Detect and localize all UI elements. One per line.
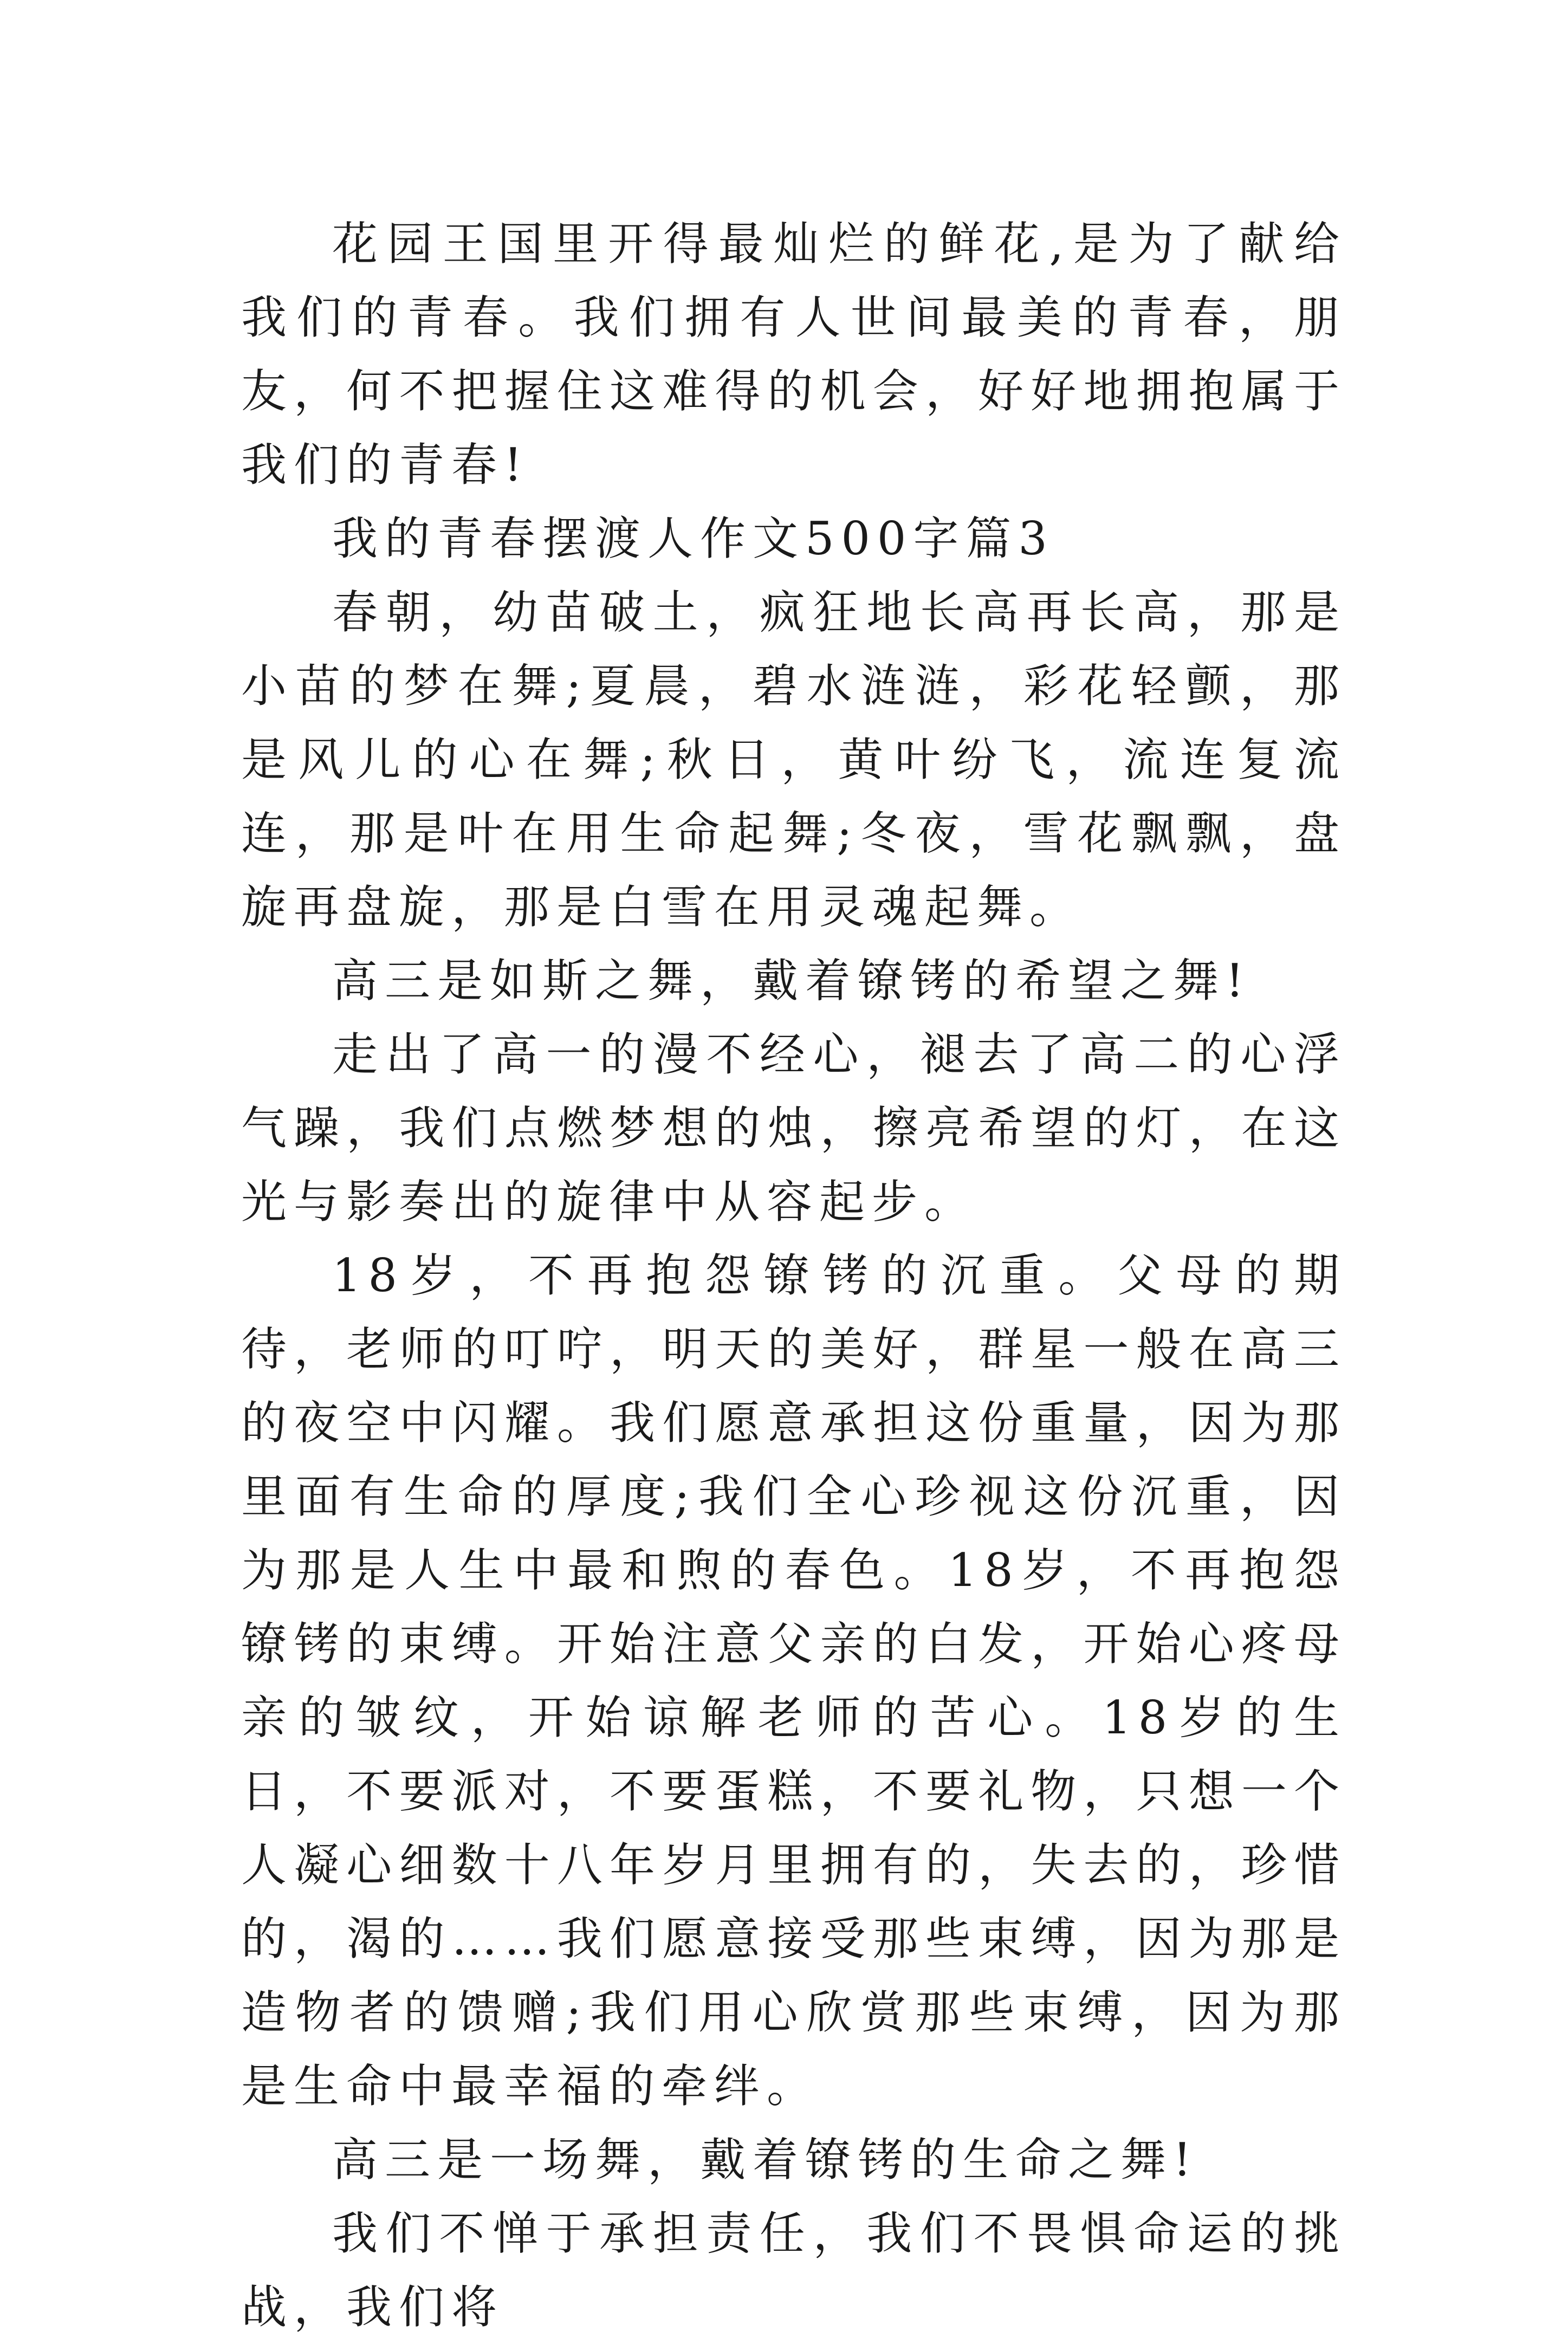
paragraph-5: 18岁，不再抱怨镣铐的沉重。父母的期待，老师的叮咛，明天的美好，群星一般在高三的夜空中闪耀。我们愿意承担这份重量，因为那里面有生命的厚度;我们全心珍视这份沉重，因为那是人生中最和煦的春色。18岁，不再抱怨镣铐的束缚。开始注意父亲的白发，开始心疼母亲的皱纹，开始谅解老师的苦心。18岁的生日，不要派对，不要蛋糕，不要礼物，只想一个人凝心细数十八年岁月里拥有的，失去的，珍惜的，渴的……我们愿意接受那些束缚，因为那是造物者的馈赠;我们用心欣赏那些束缚，因为那是生命中最幸福的牵绊。 [241, 1249, 1346, 2113]
paragraph-2: 春朝，幼苗破土，疯狂地长高再长高，那是小苗的梦在舞;夏晨，碧水涟涟，彩花轻颤，那是风儿的心在舞;秋日，黄叶纷飞，流连复流连，那是叶在用生命起舞;冬夜，雪花飘飘，盘旋再盘旋，那是白雪在用灵魂起舞。 [241, 586, 1346, 934]
paragraph-7: 我们不惮于承担责任，我们不畏惧命运的挑战，我们将 [241, 2207, 1346, 2334]
paragraph-3: 高三是如斯之舞，戴着镣铐的希望之舞! [332, 954, 1251, 1007]
document-body [241, 207, 1346, 2344]
section-heading: 我的青春摆渡人作文500字篇3 [332, 512, 1054, 565]
paragraph-1: 花园王国里开得最灿烂的鲜花,是为了献给我们的青春。我们拥有人世间最美的青春，朋友，何不把握住这难得的机会，好好地拥抱属于我们的青春! [241, 217, 1346, 491]
paragraph-6: 高三是一场舞，戴着镣铐的生命之舞! [332, 2133, 1198, 2186]
paragraph-4: 走出了高一的漫不经心，褪去了高二的心浮气躁，我们点燃梦想的烛，擦亮希望的灯，在这光与影奏出的旋律中从容起步。 [241, 1028, 1346, 1228]
